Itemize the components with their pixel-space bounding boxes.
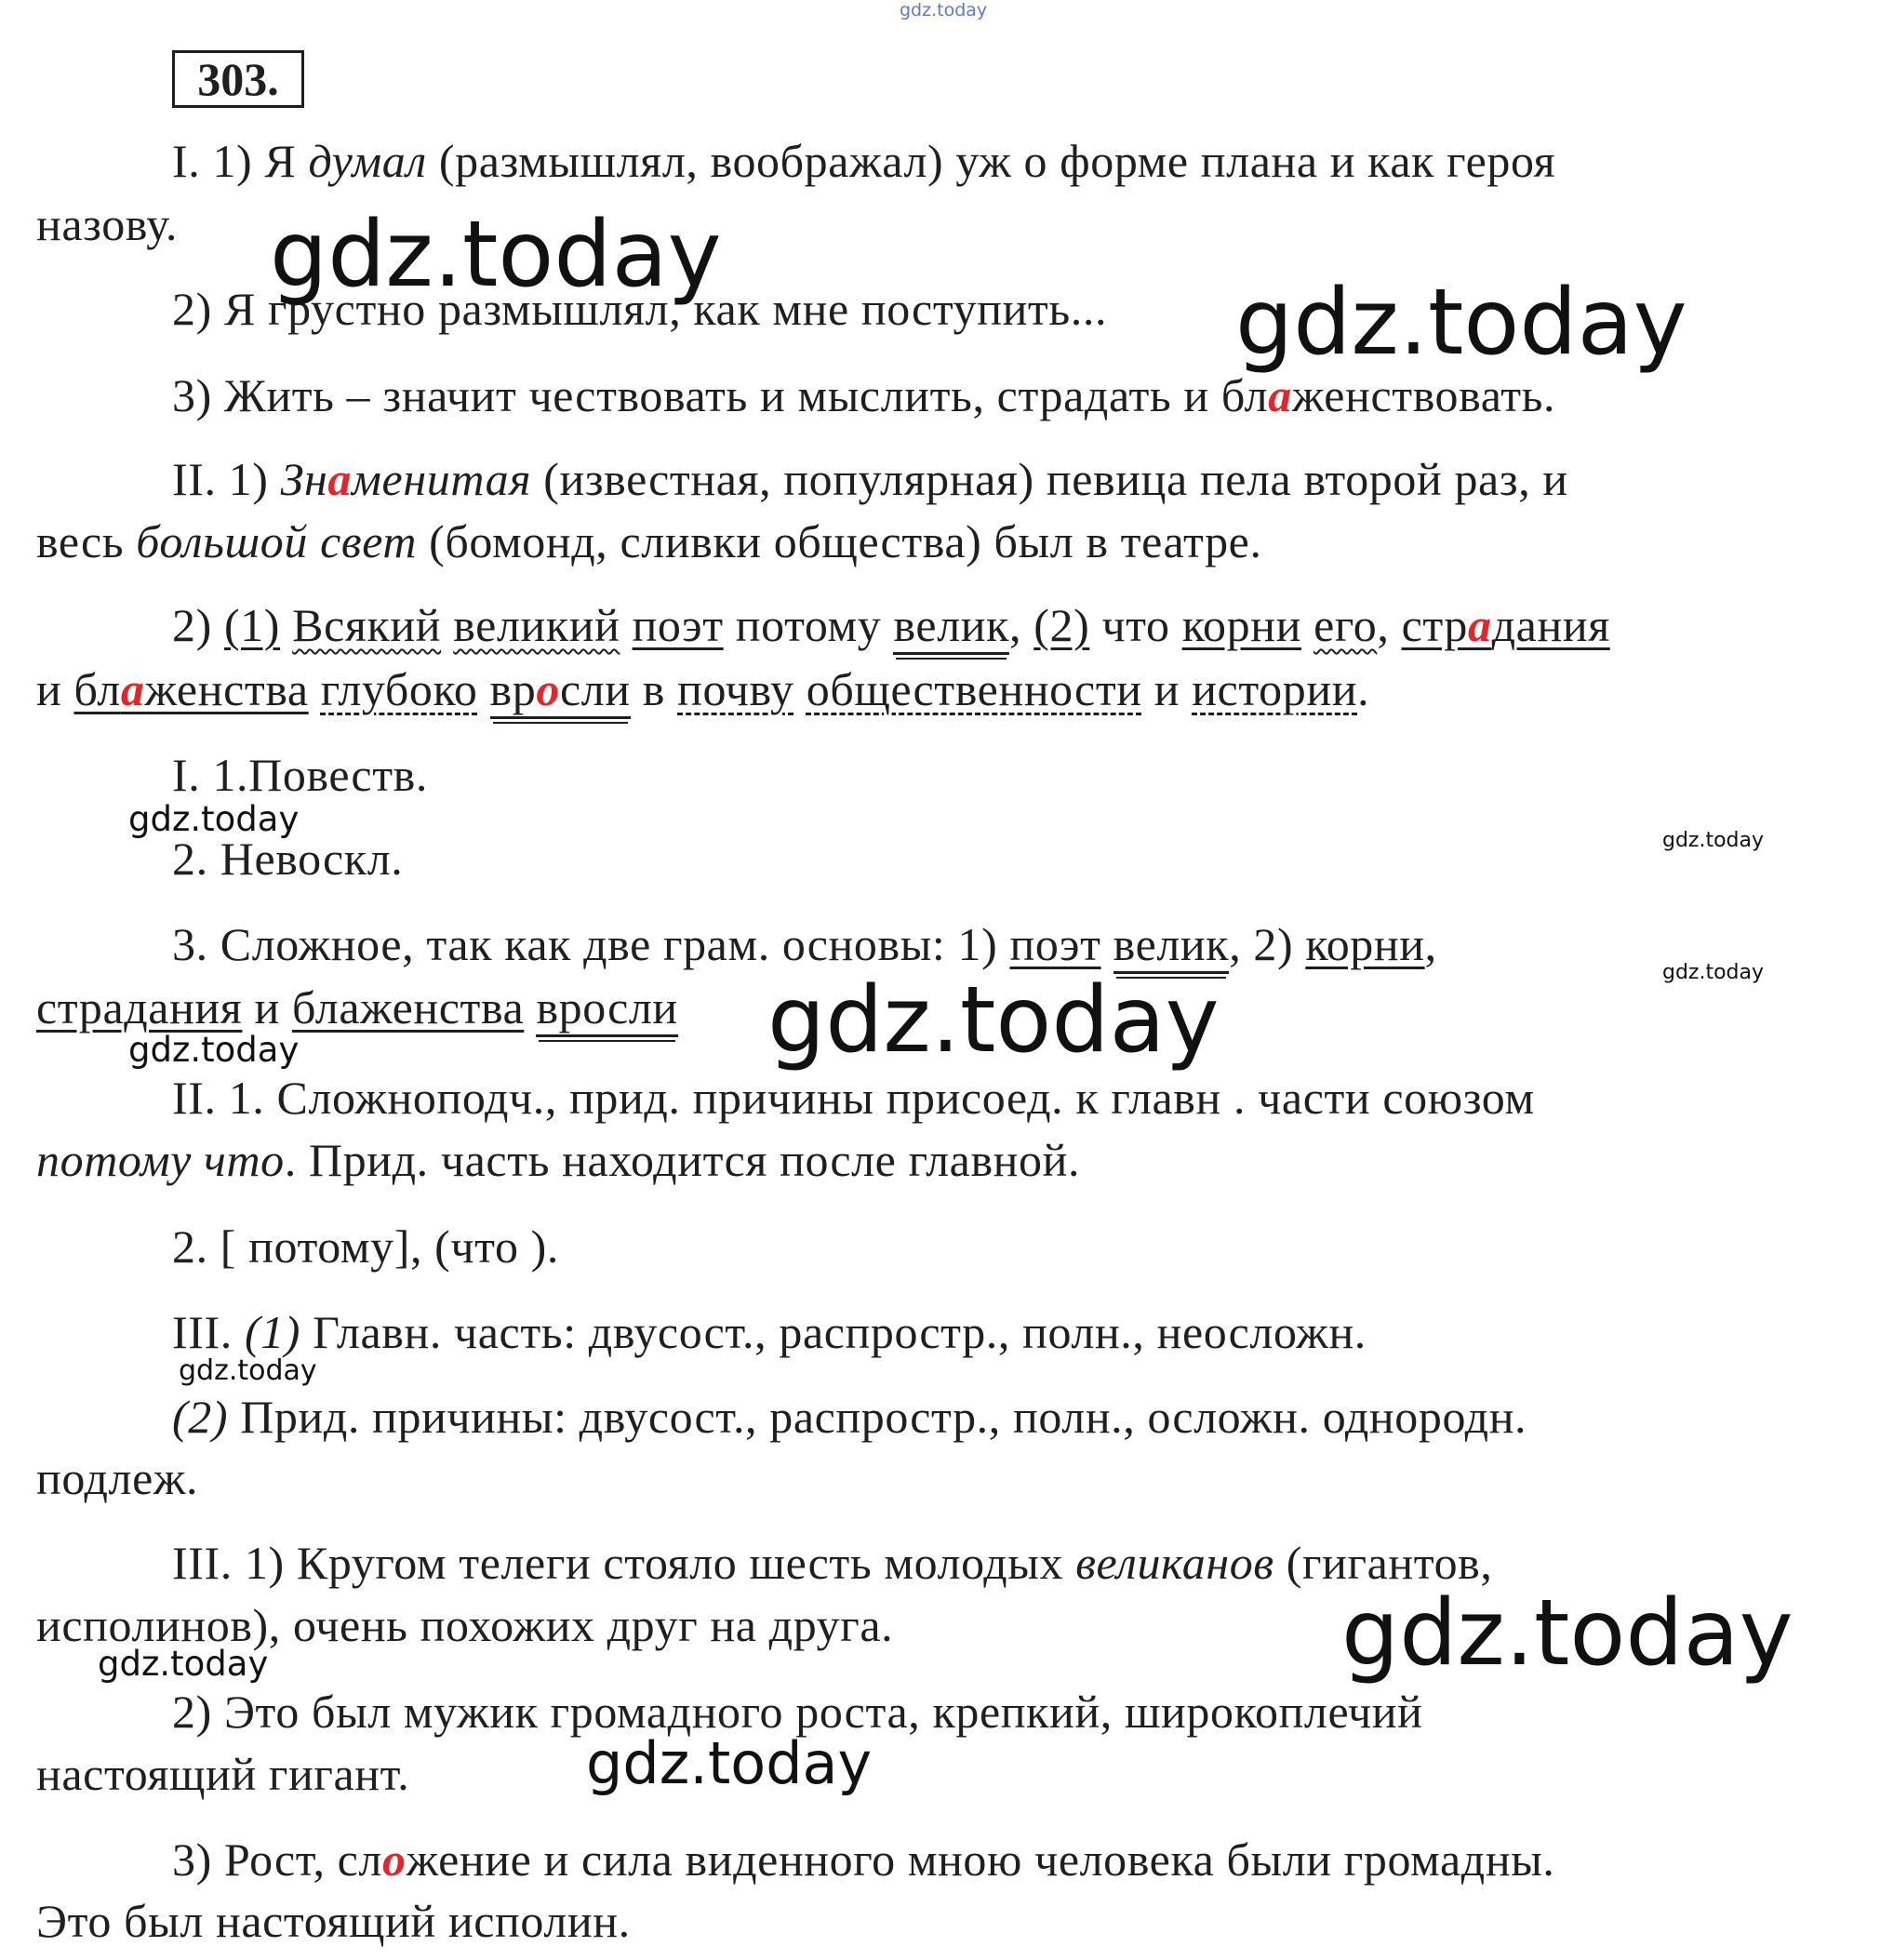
- predicate-word: велик: [893, 599, 1009, 655]
- sentence-3-1-cont: исполинов), очень похожих друг на друга.: [36, 1599, 894, 1651]
- analysis-3: [172, 918, 1437, 970]
- subject-word: корни: [1181, 599, 1301, 651]
- analysis-b2: 2. [ потому], (что ).: [172, 1220, 560, 1273]
- italic-phrase: большой свет: [136, 515, 418, 567]
- subject-word: страдания: [36, 981, 243, 1033]
- clause-mark: (2): [172, 1391, 229, 1443]
- analysis-b1-cont: [36, 1134, 1081, 1186]
- analysis-1: I. 1.Повеств.: [172, 749, 428, 801]
- analysis-c1: [172, 1306, 1367, 1358]
- clause-mark: (2): [1033, 599, 1090, 651]
- predicate-word: [490, 663, 631, 719]
- highlighted-vowel: о: [536, 663, 560, 715]
- text: Прид. причины: двусост., распростр., полн., осложн. однородн.: [228, 1391, 1527, 1443]
- sentence-1-3: [172, 369, 1556, 421]
- sentence-3-2-cont: настоящий гигант.: [36, 1748, 410, 1800]
- text: дания: [1491, 599, 1610, 651]
- subject-word: [1402, 599, 1610, 651]
- analysis-3-cont: [36, 981, 678, 1033]
- watermark-top: gdz.today: [900, 0, 988, 20]
- sentence-3-3-cont: Это был настоящий исполин.: [36, 1895, 631, 1947]
- italic-phrase: потому что: [36, 1134, 285, 1186]
- text: 3. Сложное, так как две грам. основы: 1): [172, 918, 1010, 970]
- text: II. 1): [172, 453, 281, 505]
- text: бл: [73, 663, 121, 715]
- text: (бомонд, сливки общества) был в театре.: [417, 515, 1262, 567]
- sentence-3-2: 2) Это был мужик громадного роста, крепкий, широкоплечий: [172, 1686, 1423, 1738]
- text: 3) Рост, сл: [172, 1833, 382, 1886]
- italic-word: Зн: [280, 453, 328, 505]
- exercise-number: 303.: [172, 50, 304, 108]
- analysis-c2-cont: подлеж.: [36, 1452, 199, 1504]
- text: (гигантов,: [1273, 1537, 1493, 1589]
- analysis-c2: [172, 1391, 1527, 1443]
- watermark: gdz.today: [270, 202, 722, 308]
- watermark: gdz.today: [179, 1354, 317, 1387]
- text: 3) Жить – значит чествовать и мыслить, страдать и бл: [172, 369, 1269, 421]
- text: женства: [144, 663, 309, 715]
- text: весь: [36, 515, 137, 567]
- subject-word: корни: [1305, 918, 1425, 970]
- text: ,: [1424, 918, 1437, 970]
- text: Главн. часть: двусост., распростр., полн., неосложн.: [300, 1306, 1367, 1358]
- watermark: gdz.today: [1235, 270, 1687, 376]
- highlighted-vowel: о: [382, 1833, 407, 1886]
- watermark: gdz.today: [1341, 1580, 1793, 1687]
- sentence-3-1: [172, 1537, 1493, 1589]
- text: женствовать.: [1291, 369, 1556, 421]
- text: и: [1153, 663, 1180, 715]
- subject-word: поэт: [632, 599, 724, 651]
- adverbial-word: глубоко: [320, 663, 478, 715]
- attribute-word: Всякий: [292, 599, 442, 651]
- clause-mark: (1): [244, 1306, 301, 1358]
- subject-word: поэт: [1009, 918, 1101, 970]
- watermark: gdz.today: [767, 967, 1220, 1073]
- watermark: gdz.today: [98, 1644, 269, 1684]
- sentence-2-2: [172, 599, 1610, 651]
- analysis-b1: II. 1. Сложноподч., прид. причины присоед. к главн . части союзом: [172, 1072, 1535, 1124]
- subject-word: блаженства: [291, 981, 525, 1033]
- text: (известная, популярная) певица пела второй раз, и: [531, 453, 1568, 505]
- highlighted-vowel: а: [327, 453, 353, 505]
- watermark: gdz.today: [586, 1729, 873, 1797]
- text: . Прид. часть находится после главной.: [284, 1134, 1081, 1186]
- text: что: [1101, 599, 1170, 651]
- watermark: gdz.today: [128, 1030, 300, 1070]
- text: , 2): [1229, 918, 1306, 970]
- sentence-1-1-cont: назову.: [36, 198, 179, 250]
- sentence-1-1: [172, 135, 1556, 187]
- analysis-2: 2. Невоскл.: [172, 833, 404, 885]
- text: I. 1) Я: [172, 135, 309, 187]
- sentence-2-2-cont: [36, 663, 1370, 715]
- watermark: gdz.today: [1662, 961, 1765, 984]
- italic-word: великанов: [1075, 1537, 1274, 1589]
- text: .: [1357, 663, 1370, 715]
- text: III. 1) Кругом телеги стояло шесть молодых: [172, 1537, 1076, 1589]
- object-word: истории: [1192, 663, 1358, 715]
- clause-mark: (1): [223, 599, 281, 651]
- sentence-2-1: [172, 453, 1568, 505]
- text: сли: [559, 663, 631, 715]
- highlighted-vowel: а: [1468, 599, 1492, 651]
- text: и: [242, 981, 292, 1033]
- italic-word: менитая: [352, 453, 532, 505]
- object-word: общественности: [806, 663, 1142, 715]
- text: (размышлял, воображал) уж о форме плана и как героя: [426, 135, 1556, 187]
- text: III.: [172, 1306, 245, 1358]
- attribute-word: великий: [453, 599, 620, 651]
- text: вр: [489, 663, 537, 715]
- text: стр: [1401, 599, 1469, 651]
- italic-word: думал: [308, 135, 427, 187]
- sentence-2-1-cont: [36, 515, 1262, 567]
- text: потому: [735, 599, 882, 651]
- text: и: [36, 663, 62, 715]
- adverbial-word: почву: [677, 663, 794, 715]
- subject-word: [73, 663, 308, 715]
- highlighted-vowel: а: [120, 663, 145, 715]
- predicate-word: велик: [1113, 918, 1230, 974]
- text: жение и сила виденного мною человека были громадны.: [406, 1833, 1555, 1886]
- predicate-word: вросли: [536, 981, 677, 1037]
- watermark: gdz.today: [128, 799, 300, 839]
- text: [524, 981, 536, 1033]
- text: ,: [1377, 599, 1390, 651]
- text: 2): [172, 599, 224, 651]
- attribute-word: его: [1313, 599, 1378, 651]
- sentence-3-3: [172, 1833, 1555, 1886]
- text: в: [642, 663, 665, 715]
- sentence-1-2: 2) Я грустно размышлял, как мне поступить...: [172, 283, 1108, 335]
- watermark: gdz.today: [1662, 829, 1765, 852]
- text: ,: [1009, 599, 1022, 651]
- highlighted-vowel: а: [1268, 369, 1292, 421]
